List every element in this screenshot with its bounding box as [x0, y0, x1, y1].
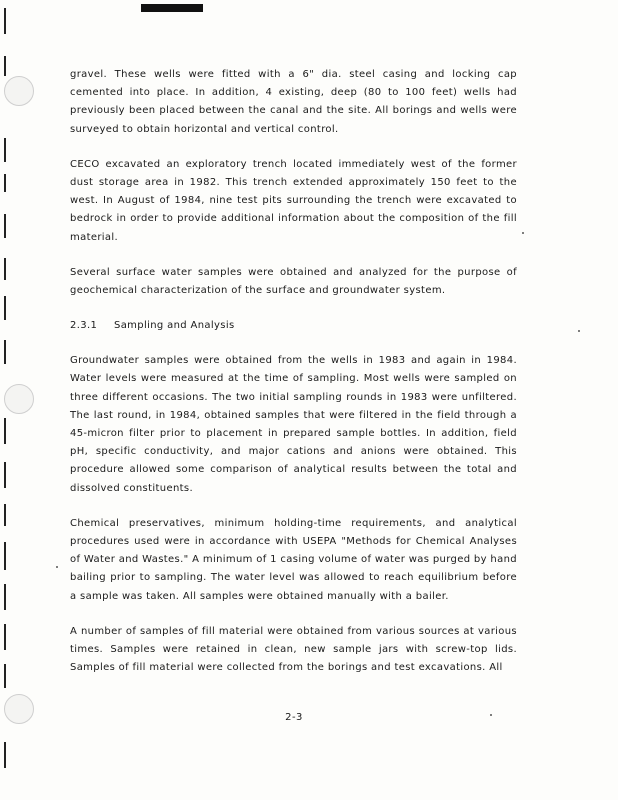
paragraph: CECO excavated an exploratory trench located immediately west of the former dust storage area in 1982. This trench extended approximately 150 feet to the west. In August of 1984, nine test pits surrounding the trench were excavated to bedrock in order to provide additional information about the composition of the fill material.	[70, 158, 517, 243]
section-number: 2.3.1	[70, 320, 98, 332]
page-number: 2-3	[285, 712, 303, 723]
binding-mark	[4, 138, 15, 162]
binding-mark	[4, 584, 15, 610]
body-text	[70, 66, 517, 694]
binding-mark	[4, 8, 15, 34]
paragraph: A number of samples of fill material were obtained from various sources at various times. Samples were retained in clean, new sample jars with screw-top lids. Samples of fill material were collected from the borings and test excavations. All	[70, 625, 517, 674]
section-heading	[70, 317, 517, 335]
paragraph: Groundwater samples were obtained from the wells in 1983 and again in 1984. Water levels were measured at the time of sampling. Most wells were sampled on three different occasions. The two initial sampling rounds in 1983 were unfiltered. The last round, in 1984, obtained samples that were filtered in the field through a 45-micron filter prior to placement in prepared sample bottles. In addition, field pH, specific conductivity, and major cations and anions were obtained. This procedure allowed some comparison of analytical results between the total and dissolved constituents.	[70, 355, 517, 494]
binding-mark	[4, 624, 15, 650]
scan-speck	[578, 330, 580, 332]
scan-speck	[490, 714, 492, 716]
punch-hole	[4, 384, 34, 414]
binding-mark	[4, 418, 15, 444]
binding-mark	[4, 504, 15, 526]
binding-mark	[4, 174, 15, 192]
binding-mark	[4, 664, 15, 688]
scan-speck	[522, 232, 524, 234]
paragraph: Chemical preservatives, minimum holding-time requirements, and analytical procedures used were in accordance with USEPA "Methods for Chemical Analyses of Water and Wastes." A minimum of 1 casing volume of water was purged by hand bailing prior to sampling. The water level was allowed to reach equilibrium before a sample was taken. All samples were obtained manually with a bailer.	[70, 517, 517, 602]
scan-speck	[56, 566, 58, 568]
binding-mark	[4, 258, 15, 280]
redaction-bar	[141, 4, 203, 12]
binding-edge	[0, 0, 22, 800]
binding-mark	[4, 542, 15, 570]
paragraph: Several surface water samples were obtained and analyzed for the purpose of geochemical characterization of the surface and groundwater system.	[70, 266, 517, 297]
binding-mark	[4, 214, 15, 238]
binding-mark	[4, 296, 15, 320]
binding-mark	[4, 462, 15, 488]
binding-mark	[4, 742, 15, 768]
section-title: Sampling and Analysis	[114, 320, 235, 332]
binding-mark	[4, 340, 15, 364]
paragraph: gravel. These wells were fitted with a 6" dia. steel casing and locking cap cemented into place. In addition, 4 existing, deep (80 to 100 feet) wells had previously been placed between the canal and the site. All borings and wells were surveyed to obtain horizontal and vertical control.	[70, 69, 517, 135]
punch-hole	[4, 76, 34, 106]
binding-mark	[4, 56, 15, 76]
